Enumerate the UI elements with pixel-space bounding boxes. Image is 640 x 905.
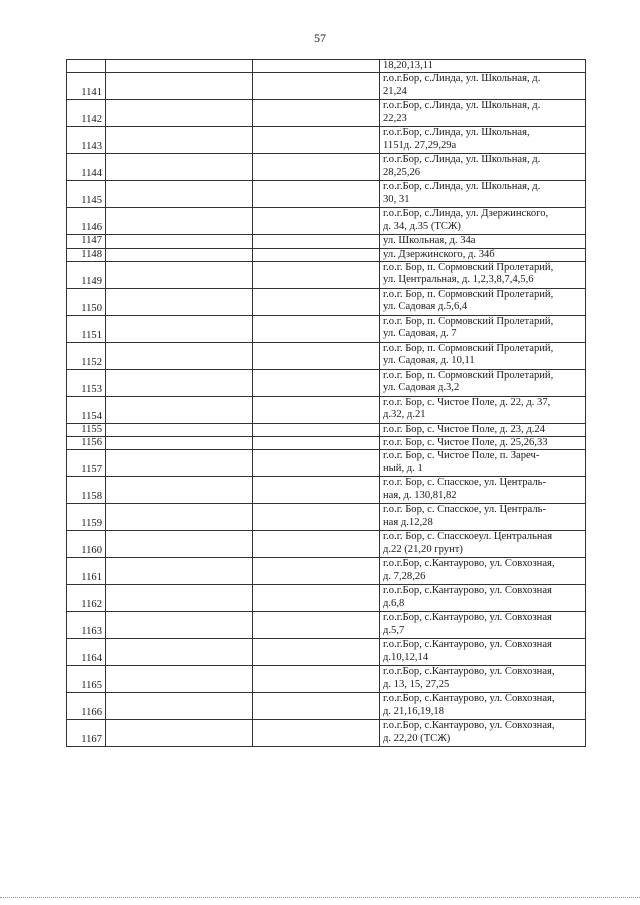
- address-line: 22,23: [383, 112, 407, 124]
- address-cell: [380, 423, 586, 436]
- table-row: [67, 248, 586, 261]
- table-row: [67, 437, 586, 450]
- empty-cell: [106, 477, 253, 504]
- address-line: г.о.г. Бор, с. Чистое Поле, п. Зареч-: [383, 450, 540, 462]
- address-line: г.о.г.Бор, с.Кантаурово, ул. Совхозная: [383, 612, 552, 624]
- address-line: ул. Дзержинского, д. 34б: [383, 248, 495, 260]
- table-row: [67, 693, 586, 720]
- table-row: [67, 261, 586, 288]
- address-line: ная, д. 130,81,82: [383, 489, 457, 501]
- empty-cell: [106, 504, 253, 531]
- row-number: 1147: [67, 235, 106, 248]
- table-row: [67, 666, 586, 693]
- address-cell: [380, 235, 586, 248]
- address-cell: [380, 315, 586, 342]
- address-cell: [380, 396, 586, 423]
- address-line: г.о.г.Бор, с.Линда, ул. Школьная, д.: [383, 73, 541, 85]
- empty-cell: [253, 154, 380, 181]
- empty-cell: [106, 693, 253, 720]
- address-line: д.22 (21,20 грунт): [383, 543, 463, 555]
- table-row-continuation: [67, 60, 586, 73]
- address-line: ул. Центральная, д. 1,2,3,8,7,4,5,6: [383, 274, 534, 286]
- row-number: 1158: [67, 477, 106, 504]
- row-number: [67, 60, 106, 73]
- address-cell: [380, 693, 586, 720]
- address-line: ул. Школьная, д. 34а: [383, 235, 476, 247]
- page-number: 57: [314, 31, 326, 45]
- table-row: [67, 369, 586, 396]
- empty-cell: [106, 369, 253, 396]
- address-line: 28,25,26: [383, 166, 421, 178]
- row-number: 1154: [67, 396, 106, 423]
- empty-cell: [253, 127, 380, 154]
- address-line: г.о.г. Бор, п. Сормовский Пролетарий,: [383, 369, 554, 381]
- empty-cell: [253, 531, 380, 558]
- row-number: 1143: [67, 127, 106, 154]
- empty-cell: [106, 639, 253, 666]
- table-row: [67, 450, 586, 477]
- empty-cell: [106, 127, 253, 154]
- address-line: г.о.г. Бор, п. Сормовский Пролетарий,: [383, 288, 554, 300]
- empty-cell: [253, 181, 380, 208]
- empty-cell: [106, 248, 253, 261]
- address-line: г.о.г. Бор, п. Сормовский Пролетарий,: [383, 342, 554, 354]
- address-cell: [380, 720, 586, 747]
- empty-cell: [253, 423, 380, 436]
- row-number: 1146: [67, 208, 106, 235]
- address-line: г.о.г. Бор, с. Спасское, ул. Централь-: [383, 477, 546, 489]
- empty-cell: [253, 450, 380, 477]
- address-cell: [380, 100, 586, 127]
- address-line: д. 34, д.35 (ТСЖ): [383, 220, 461, 232]
- address-cell: [380, 558, 586, 585]
- address-line: д. 22,20 (ТСЖ): [383, 732, 451, 744]
- empty-cell: [253, 235, 380, 248]
- housing-registry-table: [66, 59, 586, 747]
- address-line: ул. Садовая, д. 10,11: [383, 355, 475, 367]
- empty-cell: [253, 261, 380, 288]
- address-cell: [380, 248, 586, 261]
- address-line: г.о.г.Бор, с.Линда, ул. Школьная,: [383, 127, 530, 139]
- empty-cell: [106, 666, 253, 693]
- address-line: ная д.12,28: [383, 516, 433, 528]
- row-number: 1163: [67, 612, 106, 639]
- empty-cell: [253, 369, 380, 396]
- empty-cell: [106, 437, 253, 450]
- table-row: [67, 342, 586, 369]
- address-line: д.32, д.21: [383, 409, 426, 421]
- table-row: [67, 639, 586, 666]
- address-cell: [380, 342, 586, 369]
- table-row: [67, 181, 586, 208]
- empty-cell: [253, 666, 380, 693]
- empty-cell: [106, 100, 253, 127]
- address-line: ный, д. 1: [383, 462, 423, 474]
- row-number: 1150: [67, 288, 106, 315]
- address-cell: [380, 181, 586, 208]
- row-number: 1141: [67, 73, 106, 100]
- address-cell: [380, 127, 586, 154]
- row-number: 1159: [67, 504, 106, 531]
- empty-cell: [253, 585, 380, 612]
- address-line: г.о.г.Бор, с.Кантаурово, ул. Совхозная: [383, 585, 552, 597]
- table-row: [67, 396, 586, 423]
- row-number: 1149: [67, 261, 106, 288]
- address-line: г.о.г. Бор, с. Чистое Поле, д. 23, д.24: [383, 423, 545, 435]
- address-cell: [380, 437, 586, 450]
- empty-cell: [253, 558, 380, 585]
- empty-cell: [106, 288, 253, 315]
- empty-cell: [106, 342, 253, 369]
- empty-cell: [253, 720, 380, 747]
- address-cell: [380, 288, 586, 315]
- table-row: [67, 208, 586, 235]
- empty-cell: [253, 342, 380, 369]
- row-number: 1161: [67, 558, 106, 585]
- empty-cell: [106, 235, 253, 248]
- empty-cell: [106, 73, 253, 100]
- address-line: г.о.г.Бор, с.Кантаурово, ул. Совхозная,: [383, 666, 555, 678]
- address-line: г.о.г.Бор, с.Кантаурово, ул. Совхозная,: [383, 720, 555, 732]
- empty-cell: [106, 208, 253, 235]
- empty-cell: [106, 261, 253, 288]
- row-number: 1144: [67, 154, 106, 181]
- table-row: [67, 100, 586, 127]
- address-line: ул. Садовая д.5,6,4: [383, 301, 468, 313]
- scan-edge-line: [0, 897, 640, 898]
- empty-cell: [106, 423, 253, 436]
- empty-cell: [106, 531, 253, 558]
- empty-cell: [106, 396, 253, 423]
- empty-cell: [253, 248, 380, 261]
- empty-cell: [106, 181, 253, 208]
- empty-cell: [253, 315, 380, 342]
- address-cell: [380, 261, 586, 288]
- address-line: г.о.г.Бор, с.Линда, ул. Школьная, д.: [383, 154, 541, 166]
- table-row: [67, 612, 586, 639]
- address-line: ул. Садовая, д. 7: [383, 328, 457, 340]
- empty-cell: [253, 504, 380, 531]
- address-line: 18,20,13,11: [383, 60, 433, 71]
- address-cell: [380, 531, 586, 558]
- table-row: [67, 288, 586, 315]
- address-line: г.о.г. Бор, с. Спасское, ул. Централь-: [383, 504, 546, 516]
- row-number: 1153: [67, 369, 106, 396]
- address-cell: [380, 450, 586, 477]
- address-line: г.о.г. Бор, с. Чистое Поле, д. 25,26,33: [383, 437, 548, 449]
- table-row: [67, 235, 586, 248]
- empty-cell: [253, 612, 380, 639]
- empty-cell: [253, 693, 380, 720]
- address-line: ул. Садовая д.3,2: [383, 382, 460, 394]
- table-row: [67, 315, 586, 342]
- table-row: [67, 558, 586, 585]
- table-row: [67, 720, 586, 747]
- row-number: 1142: [67, 100, 106, 127]
- address-line: г.о.г.Бор, с.Кантаурово, ул. Совхозная: [383, 639, 552, 651]
- row-number: 1160: [67, 531, 106, 558]
- empty-cell: [253, 208, 380, 235]
- row-number: 1148: [67, 248, 106, 261]
- row-number: 1152: [67, 342, 106, 369]
- address-line: д. 21,16,19,18: [383, 705, 445, 717]
- registry-body: [67, 60, 586, 747]
- empty-cell: [106, 315, 253, 342]
- address-cell: [380, 585, 586, 612]
- address-line: г.о.г. Бор, с. Спасскоеул. Центральная: [383, 531, 553, 543]
- empty-cell: [253, 100, 380, 127]
- table-row: [67, 127, 586, 154]
- address-line: д. 7,28,26: [383, 570, 426, 582]
- table-row: [67, 154, 586, 181]
- address-line: д.5,7: [383, 624, 405, 636]
- table-row: [67, 73, 586, 100]
- row-number: 1166: [67, 693, 106, 720]
- address-line: 21,24: [383, 85, 407, 97]
- empty-cell: [253, 288, 380, 315]
- empty-cell: [253, 73, 380, 100]
- table-row: [67, 585, 586, 612]
- address-cell: [380, 73, 586, 100]
- address-cell: [380, 208, 586, 235]
- address-line: 30, 31: [383, 193, 410, 205]
- address-line: 1151д. 27,29,29а: [383, 139, 457, 151]
- table-row: [67, 423, 586, 436]
- row-number: 1156: [67, 437, 106, 450]
- row-number: 1157: [67, 450, 106, 477]
- row-number: 1145: [67, 181, 106, 208]
- address-cell: [380, 666, 586, 693]
- address-line: г.о.г.Бор, с.Линда, ул. Школьная, д.: [383, 181, 541, 193]
- address-cell: [380, 612, 586, 639]
- empty-cell: [106, 585, 253, 612]
- address-cell: [380, 154, 586, 181]
- table-row: [67, 477, 586, 504]
- address-cell: [380, 639, 586, 666]
- address-line: г.о.г. Бор, п. Сормовский Пролетарий,: [383, 261, 554, 273]
- row-number: 1162: [67, 585, 106, 612]
- empty-cell: [106, 154, 253, 181]
- address-line: г.о.г.Бор, с.Линда, ул. Школьная, д.: [383, 100, 541, 112]
- empty-cell: [253, 437, 380, 450]
- address-line: г.о.г.Бор, с.Линда, ул. Дзержинского,: [383, 208, 549, 220]
- empty-cell: [106, 612, 253, 639]
- row-number: 1151: [67, 315, 106, 342]
- address-line: г.о.г.Бор, с.Кантаурово, ул. Совхозная,: [383, 558, 555, 570]
- address-cell: [380, 477, 586, 504]
- address-line: д. 13, 15, 27,25: [383, 678, 450, 690]
- address-line: г.о.г.Бор, с.Кантаурово, ул. Совхозная,: [383, 693, 555, 705]
- row-number: 1165: [67, 666, 106, 693]
- empty-cell: [106, 558, 253, 585]
- address-line: д.10,12,14: [383, 651, 429, 663]
- address-line: г.о.г. Бор, с. Чистое Поле, д. 22, д. 37,: [383, 396, 551, 408]
- empty-cell: [253, 60, 380, 73]
- address-cell: [380, 369, 586, 396]
- empty-cell: [106, 720, 253, 747]
- table-row: [67, 504, 586, 531]
- address-line: г.о.г. Бор, п. Сормовский Пролетарий,: [383, 315, 554, 327]
- address-cell: [380, 504, 586, 531]
- address-line: д.6,8: [383, 597, 405, 609]
- empty-cell: [253, 639, 380, 666]
- row-number: 1155: [67, 423, 106, 436]
- empty-cell: [253, 477, 380, 504]
- table-row: [67, 531, 586, 558]
- row-number: 1167: [67, 720, 106, 747]
- address-cell: [380, 60, 586, 73]
- empty-cell: [106, 450, 253, 477]
- empty-cell: [106, 60, 253, 73]
- empty-cell: [253, 396, 380, 423]
- row-number: 1164: [67, 639, 106, 666]
